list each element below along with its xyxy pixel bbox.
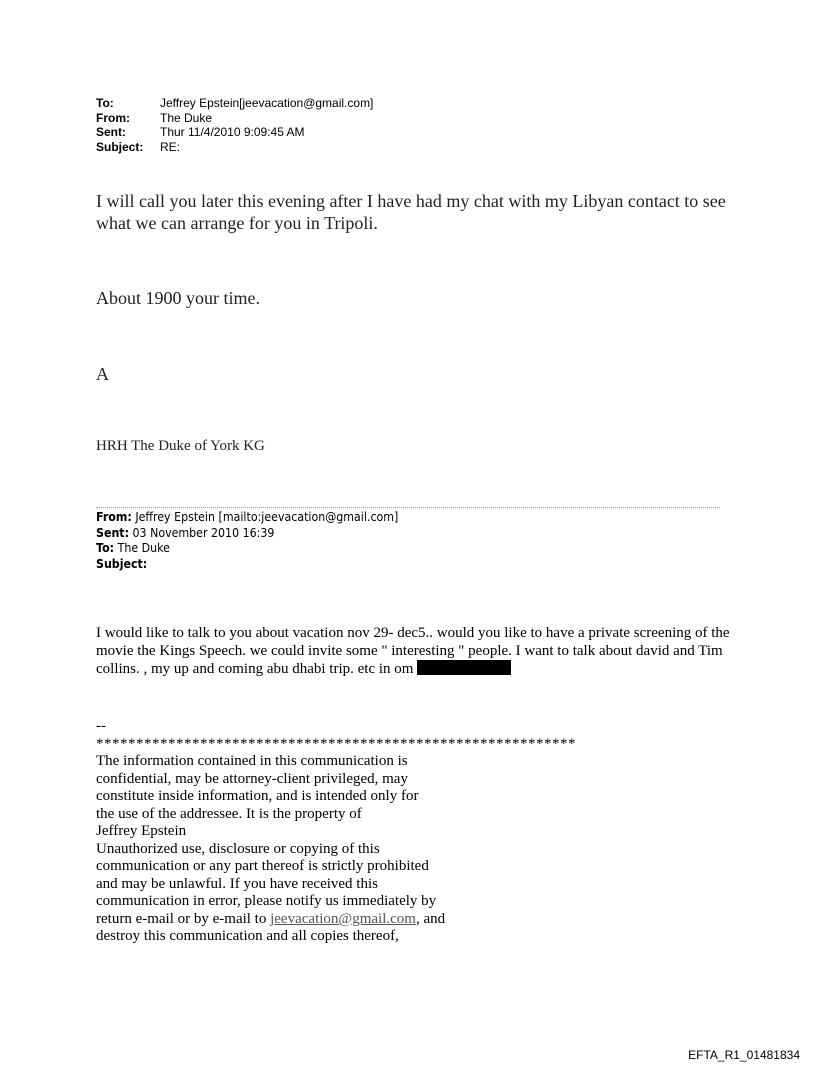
footer-dashes: -- [96, 718, 106, 734]
footer-stars: ************************************************************ [96, 735, 576, 752]
forwarded-body-text: I would like to talk to you about vacation nov 29- dec5.. would you like to have a private screening of the movie the Kings Speech. we could invite some " interesting " people. I want to talk about david and Tim collins. , my up and coming abu dhabi trip. etc in om [96, 625, 730, 677]
footer-line: The information contained in this communication is [96, 753, 408, 769]
forwarded-to-label: To: [96, 541, 115, 555]
redaction-box [417, 660, 511, 675]
return-prefix: return e-mail or by e-mail to [96, 910, 271, 927]
confidentiality-footer [96, 718, 576, 946]
reply-paragraph-3: A [96, 364, 109, 384]
header-to-row [96, 96, 373, 111]
subject-label: Subject: [96, 139, 144, 154]
header-subject-row [96, 140, 373, 155]
to-label: To: [96, 96, 114, 110]
from-value: The Duke [160, 110, 213, 125]
footer-line: Unauthorized use, disclosure or copying of this [96, 840, 380, 857]
sent-label: Sent: [96, 125, 126, 139]
footer-return-line [96, 911, 576, 929]
forwarded-to-value: The Duke [117, 541, 170, 555]
footer-line: Jeffrey Epstein [96, 823, 187, 839]
forwarded-sent-value: 03 November 2010 16:39 [132, 525, 275, 540]
forwarded-from-value: Jeffrey Epstein [mailto:jeevacation@gmail.com] [135, 510, 399, 524]
forwarded-from-label: From: [96, 510, 132, 524]
forwarded-from-row [96, 510, 398, 526]
forwarded-sent-row [96, 526, 398, 542]
forwarded-subject-label: Subject: [96, 556, 148, 571]
reply-paragraph-1: I will call you later this evening after I have had my chat with my Libyan contact to see what we can arrange for you in Tripoli. [96, 191, 726, 233]
footer-line: confidential, may be attorney-client privileged, may [96, 770, 408, 787]
sent-value: Thur 11/4/2010 9:09:45 AM [160, 125, 305, 139]
forwarded-body [96, 625, 736, 679]
forwarded-sent-label: Sent: [96, 525, 129, 540]
email-header [96, 96, 373, 154]
footer-last-line: destroy this communication and all copies thereof, [96, 928, 399, 944]
to-value: Jeffrey Epstein[jeevacation@gmail.com] [160, 96, 374, 110]
subject-value: RE: [160, 139, 181, 154]
header-sent-row [96, 125, 373, 140]
forwarded-to-row [96, 541, 398, 557]
bates-number: EFTA_R1_01481834 [688, 1048, 800, 1062]
forwarded-header [96, 510, 398, 572]
footer-line: communication in error, please notify us immediately by [96, 893, 437, 909]
header-from-row [96, 111, 373, 126]
footer-line: and may be unlawful. If you have received this [96, 875, 378, 892]
signature: HRH The Duke of York KG [96, 438, 265, 454]
footer-line: constitute inside information, and is intended only for [96, 788, 419, 804]
forwarded-subject-row [96, 557, 398, 573]
reply-paragraph-2: About 1900 your time. [96, 288, 260, 308]
footer-line: communication or any part thereof is strictly prohibited [96, 858, 429, 874]
quoted-divider [96, 507, 720, 508]
footer-line: the use of the addressee. It is the property of [96, 805, 362, 822]
from-label: From: [96, 110, 130, 125]
return-suffix: , and [415, 910, 446, 927]
email-link[interactable]: jeevacation@gmail.com [270, 910, 416, 927]
